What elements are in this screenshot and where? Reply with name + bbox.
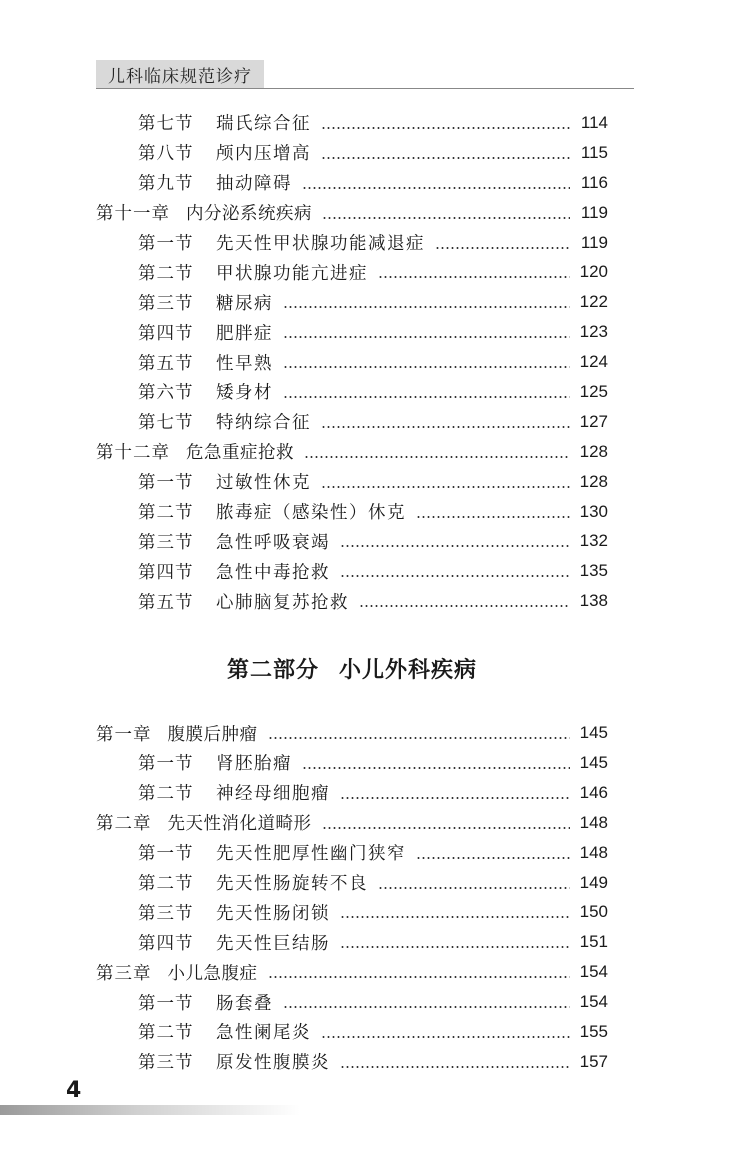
toc-section-entry[interactable] xyxy=(96,586,608,616)
toc-chapter-entry[interactable] xyxy=(96,718,608,748)
toc-entry-number: 第九节 xyxy=(138,174,194,195)
toc-entry-page: 124 xyxy=(579,352,608,372)
toc-section-entry[interactable] xyxy=(96,868,608,898)
toc-entry-page: 119 xyxy=(580,202,608,222)
toc-entry-number: 第二节 xyxy=(138,784,194,805)
toc-dot-leader xyxy=(340,916,570,918)
toc-entry-title: 脓毒症（感染性）休克 xyxy=(216,503,406,524)
toc-entry-page: 135 xyxy=(579,561,608,581)
toc-section-entry[interactable] xyxy=(96,748,608,778)
part-heading-title: 小儿外科疾病 xyxy=(339,657,478,683)
toc-entry-number: 第五节 xyxy=(138,353,194,374)
page-number: 4 xyxy=(66,1078,82,1103)
running-header-title: 儿科临床规范诊疗 xyxy=(108,66,252,87)
toc-chapter-entry[interactable] xyxy=(96,808,608,838)
toc-entry-title: 抽动障碍 xyxy=(216,174,292,195)
toc-entry-number: 第一节 xyxy=(138,754,194,775)
toc-entry-title: 肾胚胎瘤 xyxy=(216,754,292,775)
toc-entry-number: 第六节 xyxy=(138,383,194,404)
toc-dot-leader xyxy=(340,946,570,948)
toc-entry-page: 116 xyxy=(580,172,608,192)
toc-dot-leader xyxy=(283,336,570,338)
toc-section-entry[interactable] xyxy=(96,377,608,407)
toc-section-entry[interactable] xyxy=(96,838,608,868)
toc-entry-page: 157 xyxy=(579,1051,608,1071)
toc-entry-page: 150 xyxy=(579,902,608,922)
toc-entry-title: 颅内压增高 xyxy=(216,144,311,165)
toc-dot-leader xyxy=(322,217,570,219)
toc-section-entry[interactable] xyxy=(96,138,608,168)
toc-entry-title: 糖尿病 xyxy=(216,293,273,314)
toc-entry-title: 腹膜后肿瘤 xyxy=(167,724,258,745)
toc-entry-title: 特纳综合征 xyxy=(216,413,311,434)
toc-entry-number: 第一节 xyxy=(138,473,194,494)
toc-entry-number: 第四节 xyxy=(138,933,194,954)
toc-entry-page: 130 xyxy=(579,501,608,521)
part-heading xyxy=(96,616,608,718)
toc-dot-leader xyxy=(321,127,570,129)
toc-entry-number: 第七节 xyxy=(138,114,194,135)
toc-entry-page: 146 xyxy=(579,782,608,802)
toc-entry-page: 148 xyxy=(579,842,608,862)
toc-entry-page: 132 xyxy=(579,531,608,551)
toc-entry-title: 心肺脑复苏抢救 xyxy=(216,592,349,613)
toc-entry-title: 先天性肠闭锁 xyxy=(216,903,330,924)
toc-entry-title: 先天性肥厚性幽门狭窄 xyxy=(216,844,406,865)
toc-entry-page: 154 xyxy=(579,992,608,1012)
toc-dot-leader xyxy=(378,276,570,278)
toc-dot-leader xyxy=(416,516,570,518)
toc-dot-leader xyxy=(416,857,570,859)
toc-dot-leader xyxy=(340,1066,570,1068)
toc-entry-page: 120 xyxy=(579,262,608,282)
toc-entry-number: 第四节 xyxy=(138,562,194,583)
toc-entry-title: 矮身材 xyxy=(216,383,273,404)
toc-dot-leader xyxy=(283,366,570,368)
toc-entry-title: 原发性腹膜炎 xyxy=(216,1053,330,1074)
toc-entry-title: 急性呼吸衰竭 xyxy=(216,532,330,553)
toc-entry-title: 过敏性休克 xyxy=(216,473,311,494)
toc-dot-leader xyxy=(283,1006,570,1008)
toc-entry-number: 第四节 xyxy=(138,323,194,344)
toc-dot-leader xyxy=(268,976,571,978)
toc-dot-leader xyxy=(340,545,570,547)
toc-entry-title: 急性阑尾炎 xyxy=(216,1023,311,1044)
toc-entry-title: 肥胖症 xyxy=(216,323,273,344)
toc-entry-title: 甲状腺功能亢进症 xyxy=(216,263,368,284)
toc-dot-leader xyxy=(340,575,570,577)
toc-dot-leader xyxy=(359,605,570,607)
toc-entry-title: 性早熟 xyxy=(216,353,273,374)
toc-entry-number: 第二章 xyxy=(96,814,152,835)
header-divider xyxy=(96,88,634,89)
toc-section-entry[interactable] xyxy=(96,556,608,586)
toc-entry-number: 第三章 xyxy=(96,963,152,984)
toc-entry-page: 122 xyxy=(579,292,608,312)
toc-entry-page: 149 xyxy=(579,872,608,892)
toc-section-entry[interactable] xyxy=(96,987,608,1017)
footer-gradient-bar xyxy=(0,1105,300,1115)
toc-dot-leader xyxy=(302,187,570,189)
toc-section-entry[interactable] xyxy=(96,317,608,347)
toc-section-entry[interactable] xyxy=(96,108,608,138)
toc-dot-leader xyxy=(321,486,570,488)
toc-entry-number: 第一节 xyxy=(138,993,194,1014)
toc-entry-number: 第二节 xyxy=(138,503,194,524)
toc-entry-number: 第三节 xyxy=(138,1053,194,1074)
toc-entry-page: 128 xyxy=(579,441,608,461)
toc-entry-number: 第二节 xyxy=(138,874,194,895)
toc-dot-leader xyxy=(321,157,570,159)
toc-entry-title: 先天性肠旋转不良 xyxy=(216,874,368,895)
toc-chapter-entry[interactable] xyxy=(96,437,608,467)
running-header xyxy=(96,60,264,88)
toc-dot-leader xyxy=(435,247,570,249)
toc-chapter-entry[interactable] xyxy=(96,198,608,228)
toc-dot-leader xyxy=(321,1036,570,1038)
toc-entry-title: 先天性巨结肠 xyxy=(216,933,330,954)
toc-dot-leader xyxy=(378,887,570,889)
toc-entry-page: 145 xyxy=(579,723,608,743)
toc-section-entry[interactable] xyxy=(96,168,608,198)
toc-section-entry[interactable] xyxy=(96,778,608,808)
toc-entry-number: 第三节 xyxy=(138,903,194,924)
toc-dot-leader xyxy=(302,767,570,769)
toc-entry-page: 115 xyxy=(580,142,608,162)
toc-dot-leader xyxy=(321,426,570,428)
toc-part-one-entries xyxy=(96,108,608,616)
toc-entry-number: 第七节 xyxy=(138,413,194,434)
toc-entry-page: 123 xyxy=(579,322,608,342)
toc-entry-number: 第二节 xyxy=(138,1023,194,1044)
toc-section-entry[interactable] xyxy=(96,407,608,437)
toc-section-entry[interactable] xyxy=(96,497,608,527)
toc-section-entry[interactable] xyxy=(96,1047,608,1077)
toc-entry-number: 第十一章 xyxy=(96,204,170,225)
toc-entry-page: 138 xyxy=(579,591,608,611)
toc-dot-leader xyxy=(340,797,570,799)
toc-entry-number: 第一节 xyxy=(138,844,194,865)
table-of-contents xyxy=(96,108,608,1077)
toc-entry-page: 127 xyxy=(579,411,608,431)
toc-dot-leader xyxy=(283,306,570,308)
toc-entry-page: 155 xyxy=(579,1021,608,1041)
toc-entry-title: 急性中毒抢救 xyxy=(216,562,330,583)
toc-entry-number: 第二节 xyxy=(138,263,194,284)
toc-section-entry[interactable] xyxy=(96,287,608,317)
toc-entry-number: 第三节 xyxy=(138,532,194,553)
toc-section-entry[interactable] xyxy=(96,467,608,497)
toc-entry-title: 内分泌系统疾病 xyxy=(186,204,312,225)
toc-entry-page: 128 xyxy=(579,471,608,491)
toc-entry-number: 第八节 xyxy=(138,144,194,165)
toc-entry-page: 119 xyxy=(580,232,608,252)
toc-entry-page: 154 xyxy=(579,962,608,982)
toc-entry-number: 第三节 xyxy=(138,293,194,314)
toc-dot-leader xyxy=(322,827,571,829)
toc-entry-page: 145 xyxy=(579,752,608,772)
toc-section-entry[interactable] xyxy=(96,257,608,287)
toc-entry-number: 第五节 xyxy=(138,592,194,613)
toc-entry-page: 114 xyxy=(580,112,608,132)
toc-entry-page: 151 xyxy=(579,932,608,952)
toc-entry-number: 第十二章 xyxy=(96,443,170,464)
toc-entry-title: 先天性消化道畸形 xyxy=(167,814,312,835)
toc-entry-number: 第一章 xyxy=(96,724,152,745)
toc-entry-title: 危急重症抢救 xyxy=(186,443,294,464)
part-heading-number: 第二部分 xyxy=(226,657,319,683)
toc-part-two-entries xyxy=(96,718,608,1077)
toc-chapter-entry[interactable] xyxy=(96,957,608,987)
toc-entry-title: 神经母细胞瘤 xyxy=(216,784,330,805)
toc-section-entry[interactable] xyxy=(96,526,608,556)
toc-section-entry[interactable] xyxy=(96,1017,608,1047)
toc-dot-leader xyxy=(283,396,570,398)
toc-entry-title: 瑞氏综合征 xyxy=(216,114,311,135)
toc-section-entry[interactable] xyxy=(96,228,608,258)
toc-section-entry[interactable] xyxy=(96,927,608,957)
toc-section-entry[interactable] xyxy=(96,897,608,927)
toc-entry-page: 125 xyxy=(579,381,608,401)
toc-section-entry[interactable] xyxy=(96,347,608,377)
toc-dot-leader xyxy=(304,456,570,458)
toc-entry-page: 148 xyxy=(579,812,608,832)
toc-entry-number: 第一节 xyxy=(138,234,194,254)
toc-entry-title: 小儿急腹症 xyxy=(167,963,258,984)
toc-entry-title: 肠套叠 xyxy=(216,993,273,1014)
toc-entry-title: 先天性甲状腺功能减退症 xyxy=(216,234,425,254)
toc-dot-leader xyxy=(268,737,571,739)
